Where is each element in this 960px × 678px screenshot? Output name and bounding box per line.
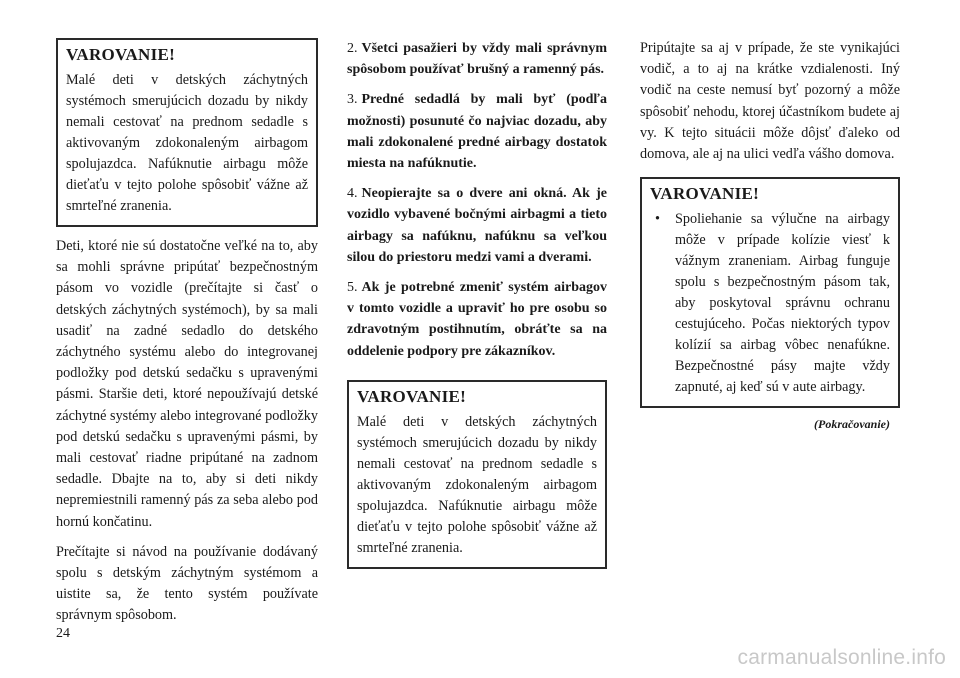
warning-box-child-seat-repeat — [347, 380, 607, 569]
list-item — [347, 277, 607, 362]
list-item-text: Všetci pasažieri by vždy mali správnym spôsobom používať brušný a ramenný pás. — [347, 41, 607, 78]
page-number: 24 — [56, 626, 70, 641]
warning-title: VAROVANIE! — [357, 386, 467, 406]
warning-text: Malé deti v detských záchytných systémoch smerujúcich dozadu by nikdy nemali cestovať na prednom sedadle s aktivovaným zdokonaleným airbagom spolujazdca. Nafúknutie airbagu môže dieťaťu v tejto polohe spôsobiť vážne až smrteľné zranenia. — [66, 72, 308, 214]
list-item-text: Neopierajte sa o dvere ani okná. Ak je vozidlo vybavené bočnými airbagmi a tieto airbagy sa nafúknu, nafúknu sa veľkou silou do priestoru medzi vami a dverami. — [347, 186, 607, 265]
column-left — [56, 38, 318, 636]
warning-text: Malé deti v detských záchytných systémoch smerujúcich dozadu by nikdy nemali cestovať na prednom sedadle s aktivovaným zdokonaleným airbagom spolujazdca. Nafúknutie airbagu môže dieťaťu v tejto polohe spôsobiť vážne až smrteľné zranenia. — [357, 413, 597, 556]
paragraph-buckle-up: Pripútajte sa aj v prípade, že ste vynikajúci vodič, a to aj na krátke vzdialenosti. Iný vodič na ceste nemusí byť pozorný a môže spôsobiť nehodu, ktorej účastníkom budete aj vy. K tejto situácii môže dôjsť ďaleko od domova, ale aj na ulici vedľa vášho domova. — [640, 40, 900, 163]
continued-label: (Pokračovanie) — [814, 417, 890, 432]
list-item-text: Ak je potrebné zmeniť systém airbagov v tomto vozidle a upraviť ho pre osobu so zdravotným postihnutím, obráťte sa na oddelenie podpory pre zákazníkov. — [347, 280, 607, 359]
paragraph-children-rear-seat: Deti, ktoré nie sú dostatočne veľké na to, aby sa mohli správne pripútať bezpečnostným pásom vo vozidle (prečítajte si časť o detských záchytných systémoch), by sa mali usadiť na zadné sedadlo do detského záchytného systému alebo do integrovanej podložky pod detskú sedačku s upravenými pásmi. Staršie deti, ktoré nepoužívajú detské záchytné systémy alebo integrované podložky pod detskú sedačku s upravenými pásmi, by mali cestovať riadne pripútané na zadnom sedadle. Dbajte na to, aby si deti nikdy nepremiestnili ramenný pás za seba alebo pod hornú končatinu. — [56, 238, 318, 530]
list-item-number: 3. — [347, 92, 358, 108]
column-right — [640, 38, 900, 432]
warning-title: VAROVANIE! — [66, 45, 176, 64]
list-item-number: 2. — [347, 41, 358, 56]
warning-bullet-item — [650, 209, 890, 398]
paragraph-read-instructions: Prečítajte si návod na používanie dodávaný spolu s detským záchytným systémom a uistite sa, že tento systém používate správnym spôsobom. — [56, 543, 318, 624]
warning-box-airbag-reliance — [640, 177, 900, 408]
warning-box-child-seat — [56, 38, 318, 227]
warning-text: Spoliehanie sa výlučne na airbagy môže v prípade kolízie viesť k vážnym zraneniam. Airbag funguje spolu s bezpečnostným pásom tak, aby poskytoval správnu ochranu cestujúceho. Počas niektorých typov kolízií sa airbag vôbec nenafúkne. Bezpečnostné pásy majte vždy zapnuté, aj keď sú v aute airbagy. — [675, 211, 890, 396]
list-item — [347, 38, 607, 80]
column-middle — [347, 38, 607, 578]
list-item — [347, 183, 607, 268]
list-item-text: Predné sedadlá by mali byť (podľa možnosti) posunuté čo najviac dozadu, aby mali zdokonalené predné airbagy dostatok miesta na nafúknutie. — [347, 92, 607, 172]
list-item — [347, 89, 607, 174]
watermark: carmanualsonline.info — [737, 646, 946, 669]
list-item-number: 5. — [347, 280, 358, 296]
bullet-icon: • — [655, 211, 660, 228]
list-item-number: 4. — [347, 186, 358, 202]
warning-title: VAROVANIE! — [650, 184, 760, 204]
